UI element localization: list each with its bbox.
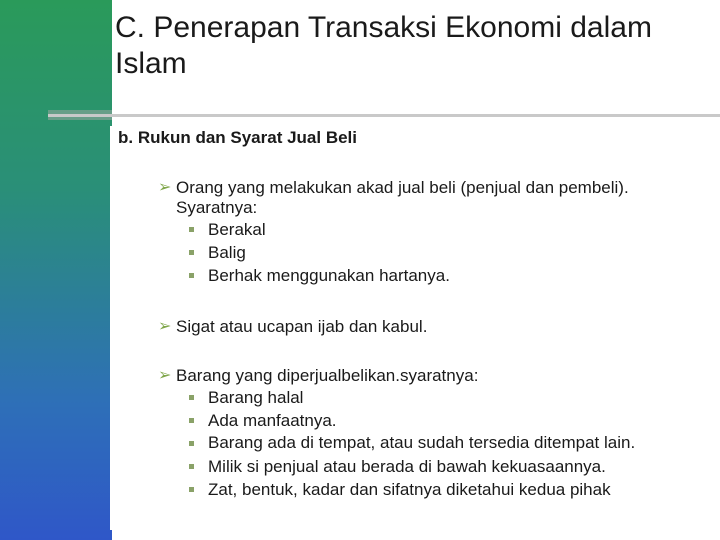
bullet-item [158,178,698,287]
square-bullet-icon [189,418,194,423]
bullet-item-text: Barang yang diperjualbelikan.syaratnya: [176,366,479,385]
sub-list-item [158,264,698,287]
arrow-bullet-icon: ➢ [158,318,172,335]
sub-list-item [158,432,698,455]
sub-item-text: Barang ada di tempat, atau sudah tersedia ditempat lain. [208,433,636,452]
square-bullet-icon [189,441,194,446]
section-subheading: b. Rukun dan Syarat Jual Beli [118,128,358,147]
sub-list-item [158,455,698,478]
sub-list-item [158,386,698,409]
bullet-item-text: Sigat atau ucapan ijab dan kabul. [176,317,428,336]
slide-title: C. Penerapan Transaksi Ekonomi dalam Islam [115,11,652,80]
bullet-item [158,317,698,337]
sub-list [158,386,698,501]
sub-item-text: Ada manfaatnya. [208,411,337,430]
square-bullet-icon [189,250,194,255]
sub-item-text: Zat, bentuk, kadar dan sifatnya diketahui kedua pihak [208,480,611,499]
square-bullet-icon [189,464,194,469]
sub-list-item [158,409,698,432]
square-bullet-icon [189,395,194,400]
sub-item-text: Balig [208,243,246,262]
arrow-bullet-icon: ➢ [158,367,172,384]
sub-item-text: Milik si penjual atau berada di bawah kekuasaannya. [208,457,606,476]
bullet-item [158,366,698,501]
side-color-bar [0,0,112,540]
square-bullet-icon [189,227,194,232]
square-bullet-icon [189,487,194,492]
sub-list-item [158,241,698,264]
square-bullet-icon [189,273,194,278]
sub-list-item [158,218,698,241]
sub-item-text: Barang halal [208,388,304,407]
bullet-item-text: Orang yang melakukan akad jual beli (penjual dan pembeli). Syaratnya: [176,178,629,217]
sub-item-text: Berakal [208,220,266,239]
sub-list [158,218,698,287]
title-divider [48,114,720,117]
sub-item-text: Berhak menggunakan hartanya. [208,266,450,285]
arrow-bullet-icon: ➢ [158,179,172,196]
sub-list-item [158,478,698,501]
